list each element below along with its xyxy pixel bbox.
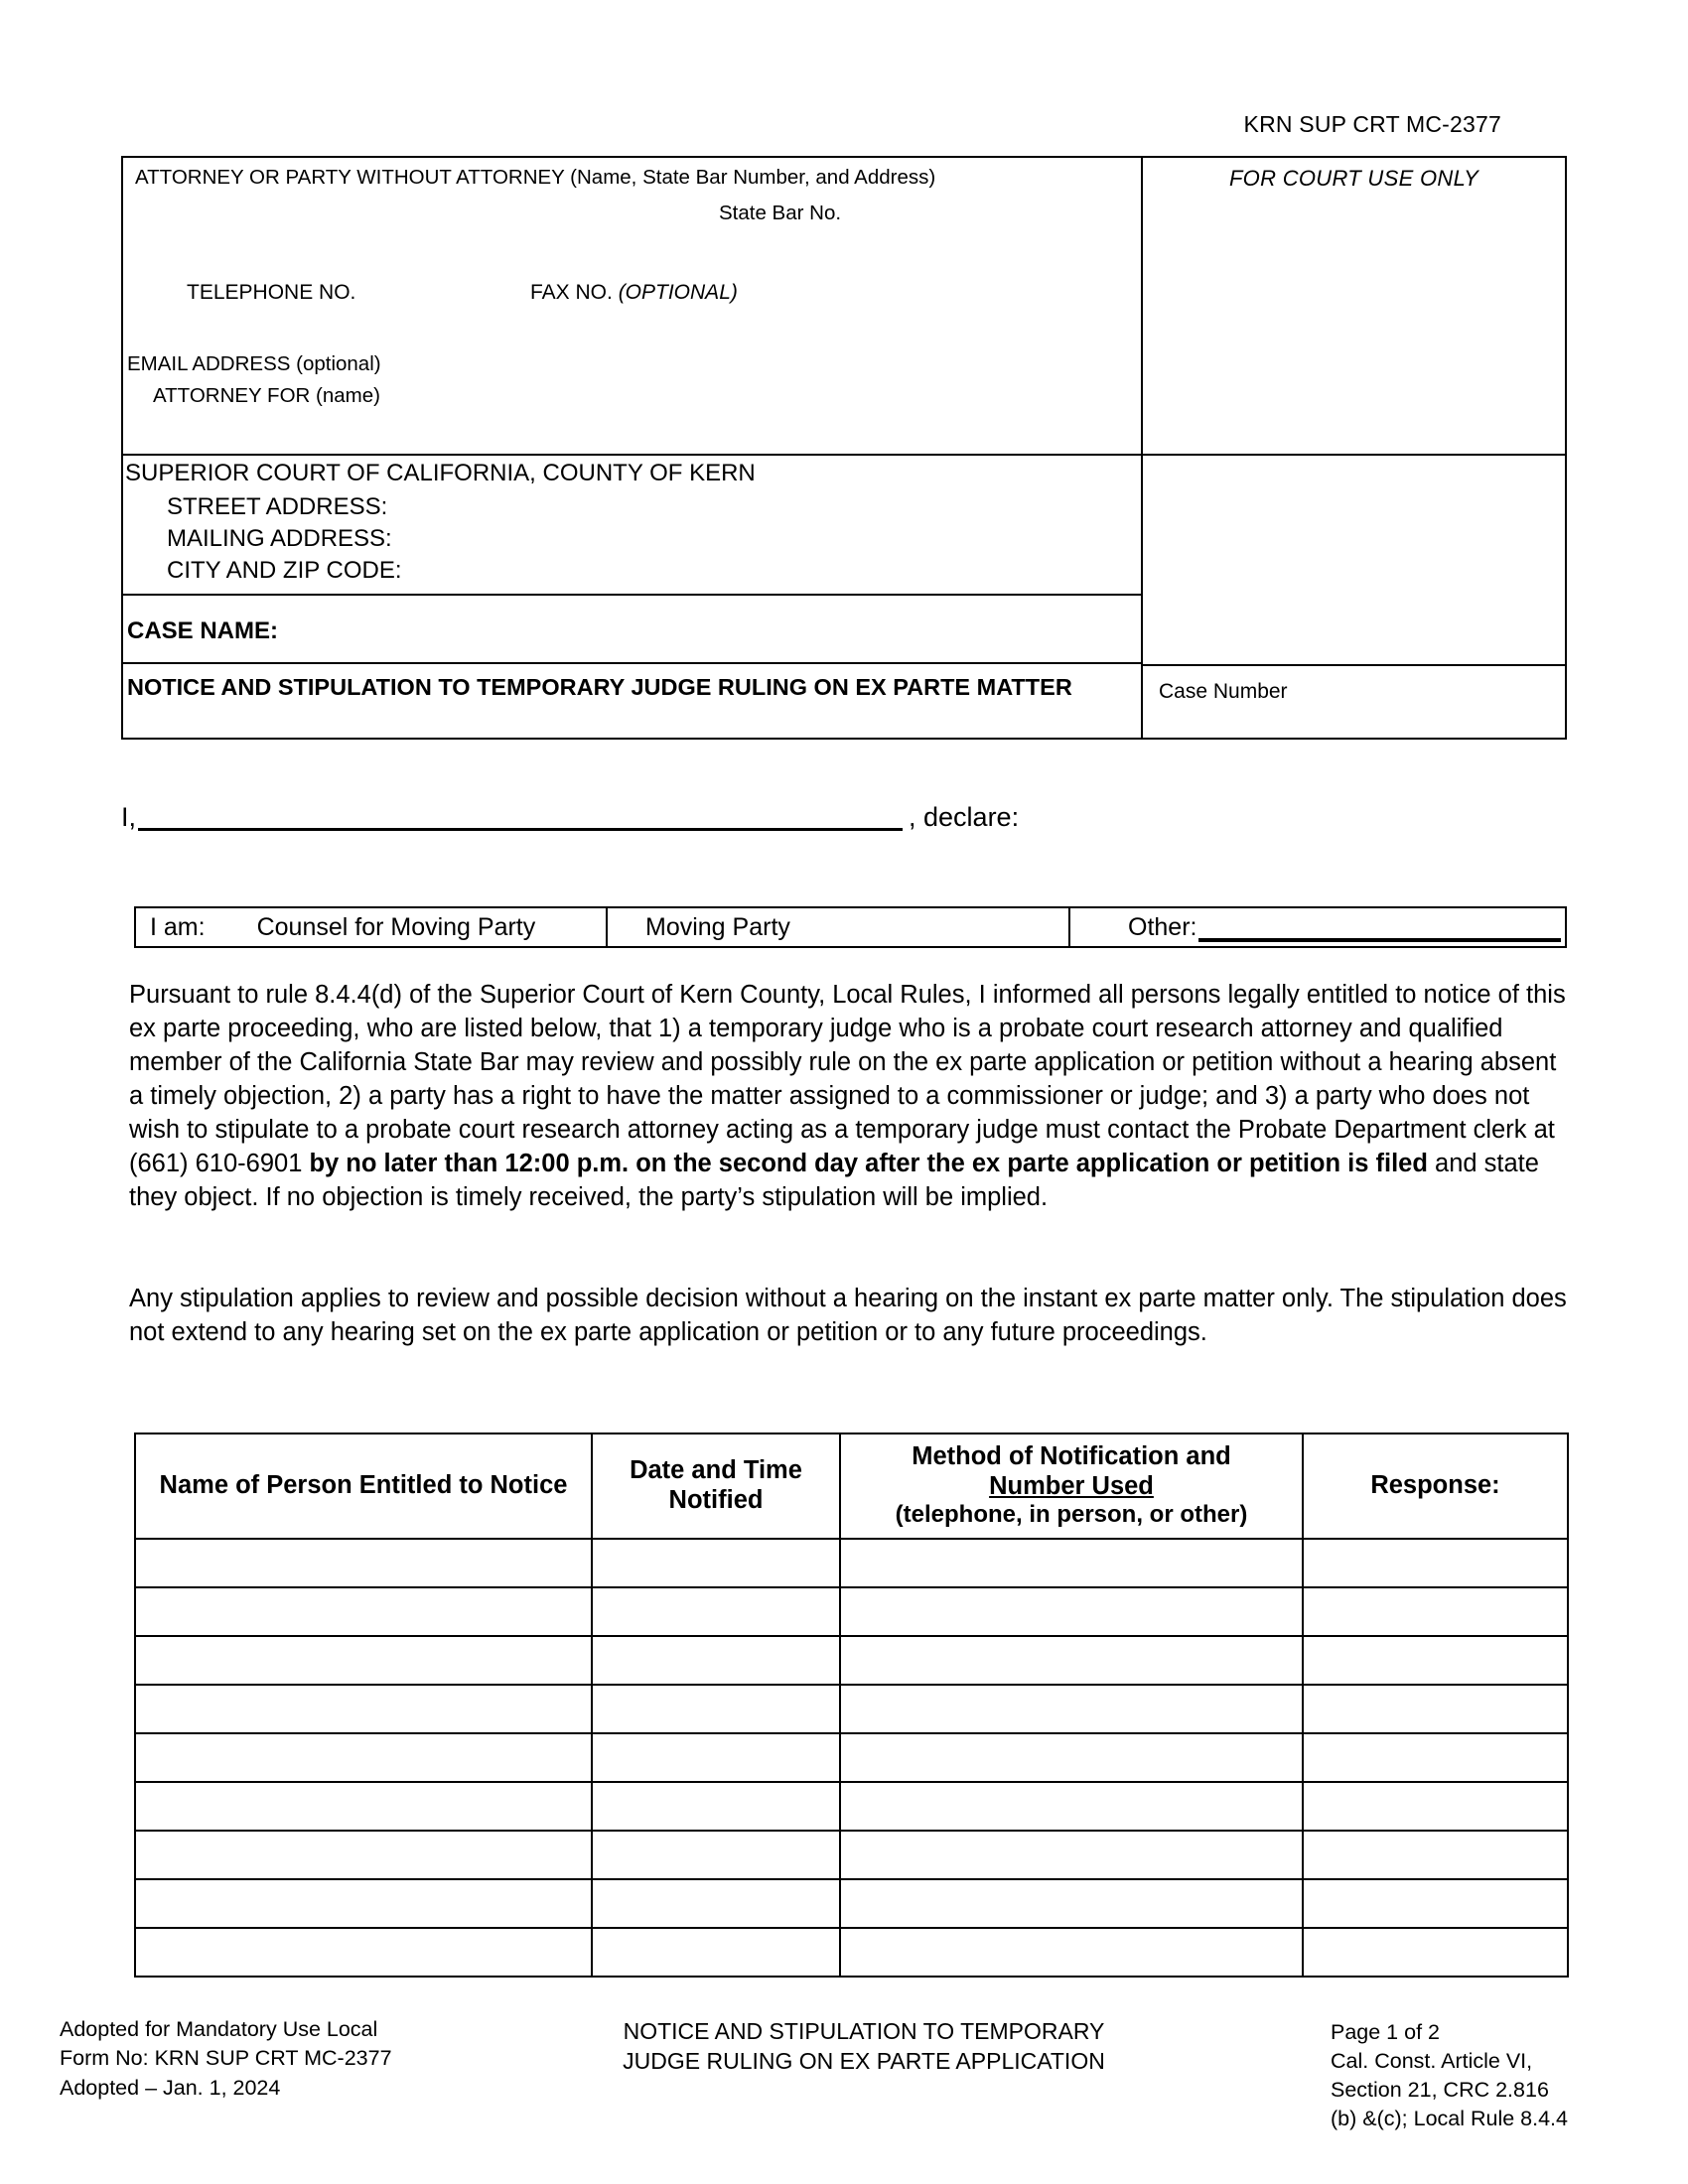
th-date-and-time: Date and Time Notified	[592, 1433, 840, 1539]
table-cell-name[interactable]	[135, 1879, 592, 1928]
table-cell-response[interactable]	[1303, 1782, 1568, 1831]
table-cell-response[interactable]	[1303, 1928, 1568, 1977]
case-number-label: Case Number	[1159, 680, 1288, 703]
footer-form-number: Form No: KRN SUP CRT MC-2377	[60, 2046, 392, 2071]
footer-title-line-2: JUDGE RULING ON EX PARTE APPLICATION	[623, 2048, 1105, 2075]
table-cell-method[interactable]	[840, 1685, 1303, 1733]
table-row	[135, 1587, 1568, 1636]
i-am-label: I am:	[150, 912, 206, 941]
court-address-block	[123, 456, 1141, 596]
th-name-of-person: Name of Person Entitled to Notice	[135, 1433, 592, 1539]
table-cell-response[interactable]	[1303, 1733, 1568, 1782]
table-row	[135, 1831, 1568, 1879]
table-row	[135, 1928, 1568, 1977]
state-bar-label: State Bar No.	[719, 202, 842, 224]
declarant-line	[121, 787, 1567, 833]
court-stamp-area	[1143, 456, 1565, 664]
table-cell-response[interactable]	[1303, 1685, 1568, 1733]
paragraph-one	[129, 978, 1567, 1214]
table-cell-date[interactable]	[592, 1879, 840, 1928]
table-cell-method[interactable]	[840, 1928, 1303, 1977]
footer-adopted-use: Adopted for Mandatory Use Local	[60, 2017, 378, 2041]
table-cell-response[interactable]	[1303, 1636, 1568, 1685]
footer-citation-line-1: Cal. Const. Article VI,	[1331, 2049, 1533, 2074]
i-am-counsel-option[interactable]	[136, 908, 608, 946]
caption-court-row	[123, 456, 1565, 738]
table-cell-method[interactable]	[840, 1636, 1303, 1685]
table-cell-date[interactable]	[592, 1587, 840, 1636]
table-cell-date[interactable]	[592, 1733, 840, 1782]
table-cell-method[interactable]	[840, 1587, 1303, 1636]
footer-right	[1331, 2018, 1568, 2133]
case-name-block[interactable]	[123, 596, 1141, 664]
caption-left-lower	[123, 456, 1141, 738]
table-cell-response[interactable]	[1303, 1587, 1568, 1636]
street-address-label: STREET ADDRESS:	[167, 493, 388, 520]
table-cell-date[interactable]	[592, 1782, 840, 1831]
table-row	[135, 1539, 1568, 1587]
table-cell-date[interactable]	[592, 1831, 840, 1879]
paragraph-two: Any stipulation applies to review and possible decision without a hearing on the instant ex parte matter only. The stipulation does not extend to any hearing set on the ex parte application or petition or to any future proceedings.	[129, 1285, 1567, 1347]
th-method-line-1: Method of Notification and	[912, 1442, 1231, 1470]
document-title-block	[123, 664, 1141, 736]
form-number-header: KRN SUP CRT MC-2377	[1243, 111, 1501, 137]
i-am-moving-party-option[interactable]	[608, 908, 1070, 946]
table-header-row	[135, 1433, 1568, 1539]
footer-citation-line-2: Section 21, CRC 2.816	[1331, 2078, 1549, 2103]
document-title: NOTICE AND STIPULATION TO TEMPORARY JUDGE RULING ON EX PARTE MATTER	[127, 674, 1072, 700]
i-am-other-input[interactable]	[1198, 912, 1561, 942]
i-am-other-label: Other:	[1128, 912, 1197, 941]
i-am-selection-row	[134, 906, 1567, 948]
table-cell-date[interactable]	[592, 1539, 840, 1587]
table-cell-response[interactable]	[1303, 1539, 1568, 1587]
mailing-address-label: MAILING ADDRESS:	[167, 525, 392, 552]
table-row	[135, 1733, 1568, 1782]
table-cell-name[interactable]	[135, 1733, 592, 1782]
fax-label	[530, 281, 738, 305]
attorney-for-label: ATTORNEY FOR (name)	[153, 384, 380, 407]
i-am-counsel-label: Counsel for Moving Party	[256, 912, 536, 941]
i-am-moving-party-label: Moving Party	[645, 912, 790, 941]
table-row	[135, 1636, 1568, 1685]
attorney-info-block[interactable]	[123, 158, 1141, 454]
caption-right-lower	[1141, 456, 1565, 738]
table-cell-method[interactable]	[840, 1733, 1303, 1782]
table-cell-name[interactable]	[135, 1928, 592, 1977]
email-address-label: EMAIL ADDRESS (optional)	[127, 352, 381, 375]
table-cell-date[interactable]	[592, 1636, 840, 1685]
case-name-label: CASE NAME:	[127, 617, 279, 644]
footer-center	[556, 2016, 1172, 2077]
table-cell-response[interactable]	[1303, 1831, 1568, 1879]
table-cell-method[interactable]	[840, 1539, 1303, 1587]
footer-left	[60, 2015, 392, 2103]
city-zip-label: CITY AND ZIP CODE:	[167, 557, 402, 584]
table-cell-name[interactable]	[135, 1539, 592, 1587]
footer-page-number: Page 1 of 2	[1331, 2020, 1440, 2044]
table-cell-name[interactable]	[135, 1831, 592, 1879]
table-cell-date[interactable]	[592, 1685, 840, 1733]
table-cell-method[interactable]	[840, 1831, 1303, 1879]
table-cell-method[interactable]	[840, 1782, 1303, 1831]
fax-optional-text: (OPTIONAL)	[618, 281, 738, 304]
i-am-other-option[interactable]	[1070, 908, 1565, 946]
for-court-use-only-label: FOR COURT USE ONLY	[1228, 166, 1479, 191]
table-row	[135, 1685, 1568, 1733]
caption-box	[121, 156, 1567, 740]
footer-title-line-1: NOTICE AND STIPULATION TO TEMPORARY	[623, 2018, 1105, 2044]
declarant-name-input[interactable]	[138, 798, 903, 831]
th-response: Response:	[1303, 1433, 1568, 1539]
footer-adopted-date: Adopted – Jan. 1, 2024	[60, 2075, 281, 2100]
attorney-label: ATTORNEY OR PARTY WITHOUT ATTORNEY (Name, State Bar Number, and Address)	[135, 166, 936, 189]
th-method-of-notification	[840, 1433, 1303, 1539]
table-cell-response[interactable]	[1303, 1879, 1568, 1928]
case-number-block[interactable]	[1143, 664, 1565, 738]
court-use-only-block	[1141, 158, 1565, 454]
table-row	[135, 1879, 1568, 1928]
court-title: SUPERIOR COURT OF CALIFORNIA, COUNTY OF KERN	[125, 460, 756, 486]
paragraph-one-part-one: Pursuant to rule 8.4.4(d) of the Superior Court of Kern County, Local Rules, I informed all persons legally entitled to notice of this ex parte proceeding, who are listed below, that 1) a temporary judge who is a probate court research attorney and qualified member of the California State Bar may review and possibly rule on the ex parte application or petition without a hearing absent a timely objection, 2) a party has a right to have the matter assigned to a commissioner or judge; and 3) a party who does not wish to stipulate to a probate court research attorney acting as a temporary judge must contact the Probate Department clerk at (661) 610-6901	[129, 981, 1566, 1178]
paragraph-one-bold-deadline: by no later than 12:00 p.m. on the second day after the ex parte application or petition is filed	[309, 1150, 1428, 1178]
fax-label-text: FAX NO.	[530, 281, 619, 304]
th-method-line-2: Number Used	[989, 1472, 1154, 1501]
declare-prefix: I,	[121, 802, 137, 832]
table-body	[135, 1539, 1568, 1977]
caption-upper-row	[123, 158, 1565, 456]
table-cell-name[interactable]	[135, 1587, 592, 1636]
footer-citation-line-3: (b) &(c); Local Rule 8.4.4	[1331, 2107, 1568, 2131]
table-cell-method[interactable]	[840, 1879, 1303, 1928]
th-method-line-3: (telephone, in person, or other)	[895, 1501, 1248, 1529]
table-cell-date[interactable]	[592, 1928, 840, 1977]
table-row	[135, 1782, 1568, 1831]
notification-table	[134, 1433, 1569, 1978]
table-cell-name[interactable]	[135, 1636, 592, 1685]
paragraph-one-part-two: and state they object. If no objection is timely received, the party’s stipulation will be implied.	[129, 1150, 1539, 1212]
table-cell-name[interactable]	[135, 1782, 592, 1831]
table-cell-name[interactable]	[135, 1685, 592, 1733]
telephone-label: TELEPHONE NO.	[187, 281, 356, 304]
declare-suffix: , declare:	[909, 802, 1020, 832]
